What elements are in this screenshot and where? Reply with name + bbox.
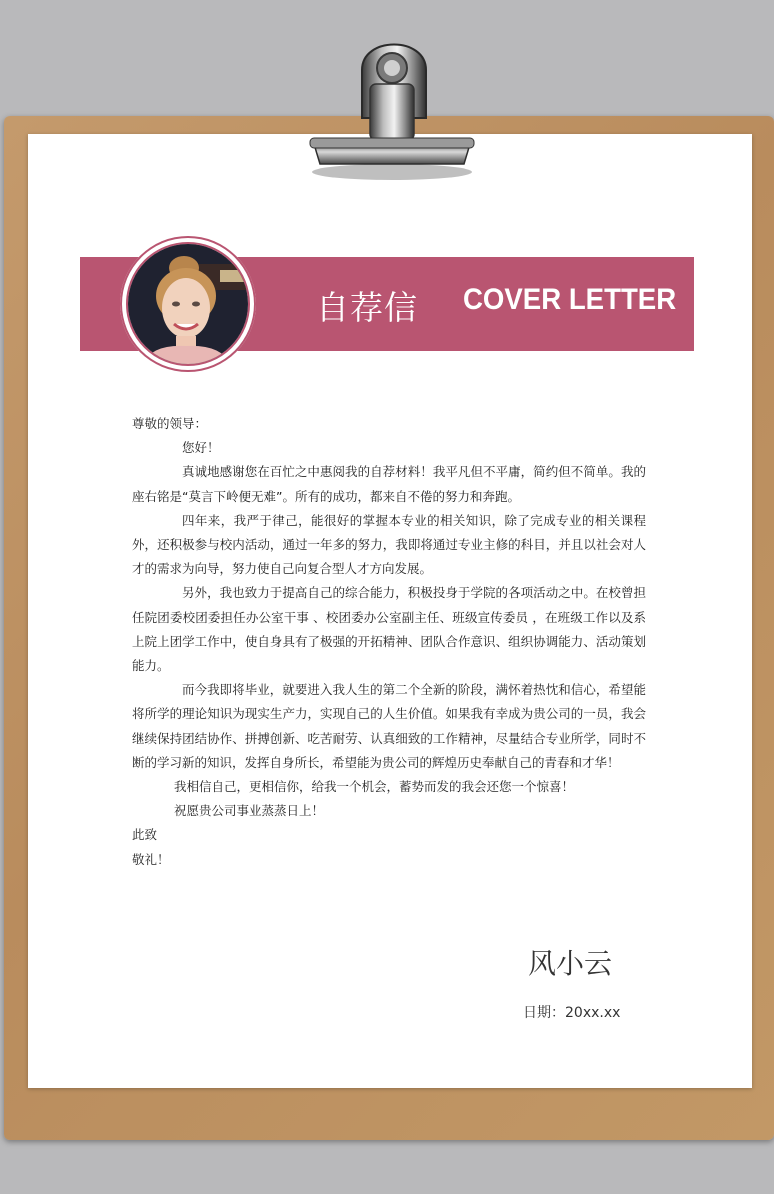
signature: 风小云 [528,947,613,980]
paragraph-wishes: 祝愿贵公司事业蒸蒸日上！ [174,803,325,819]
paragraph-graduation: 而今我即将毕业，就要进入我人生的第二个全新的阶段，满怀着热忱和信心，希望能将所学的理论知识为现实生产力，实现自己的人生价值。如果我有幸成为贵公司的一员，我会继续保持团结协作、拼搏创新、吃苦耐劳、认真细致的工作精神，尽量结合专业所学，同时不断的学习新的知识，发挥自身所长，希望能为贵公司的辉煌历史奉献自己的青春和才华！ [132,682,646,770]
avatar [120,236,256,372]
greeting: 您好！ [182,440,220,456]
date: 日期：20xx.xx [523,1005,621,1021]
letter-body [132,412,646,872]
paragraph-study: 四年来，我严于律己，能很好的掌握本专业的相关知识，除了完成专业的相关课程外，还积极参与校内活动，通过一年多的努力，我即将通过专业主修的科目，并且以社会对人才的需求为向导，努力使自己向复合型人才方向发展。 [132,512,646,577]
title-chinese: 自荐信 [316,288,418,327]
closing-line-2: 敬礼！ [132,851,170,867]
paragraph-gratitude: 真诚地感谢您在百忙之中惠阅我的自荐材料！我平凡但不平庸，简约但不简单。我的座右铭是“莫言下岭便无难”。所有的成功，都来自不倦的努力和奔跑。 [132,464,646,504]
closing-line-1: 此致 [132,827,158,843]
paragraph-activities: 另外，我也致力于提高自己的综合能力，积极投身于学院的各项活动之中。在校曾担任院团委校团委担任办公室干事 、校团委办公室副主任、班级宣传委员 ，在班级工作以及系上院上团学工作中，使自身具有了极强的开拓精神、团队合作意识、组织协调能力、活动策划能力。 [132,585,646,674]
paragraph-confidence: 我相信自己，更相信你，给我一个机会，蓄势而发的我会还您一个惊喜！ [174,779,575,795]
salutation: 尊敬的领导： [132,416,208,431]
binder-clip-icon [300,22,480,182]
profile-photo [126,242,250,366]
title-english: COVER LETTER [463,283,677,316]
